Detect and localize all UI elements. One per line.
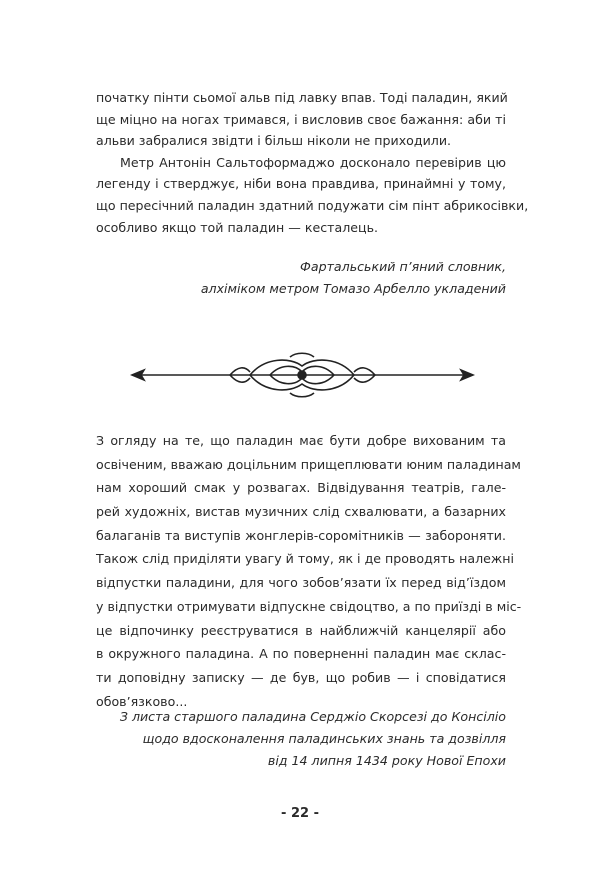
text-line: ще міцно на ногах тримався, і висловив своє бажання: аби ті	[96, 111, 506, 127]
paragraph-continuation	[96, 87, 529, 238]
decorative-ornament-icon	[130, 352, 475, 398]
attribution-line: алхіміком метром Томазо Арбелло укладений	[200, 281, 506, 296]
text-line: легенду і стверджує, ніби вона правдива, принаймні у тому,	[96, 176, 506, 192]
text-line: у відпустки отримувати відпускне свідоцтво, а по приїзді в міс-	[96, 598, 522, 614]
text-line: освіченим, вважаю доцільним прищеплювати юним паладинам	[96, 456, 521, 472]
attribution-line: від 14 липня 1434 року Нової Епохи	[267, 753, 506, 768]
text-line: особливо якщо той паладин — кесталець.	[96, 219, 379, 235]
text-line: обов’язково...	[96, 693, 188, 709]
text-line: Також слід приділяти увагу й тому, як і де проводять належні	[96, 551, 514, 567]
text-line: це відпочинку реєструватися в найближчій канцелярії або	[96, 622, 506, 638]
page-number: - 22 -	[281, 806, 319, 821]
attribution-letter	[120, 706, 506, 772]
text-line: З огляду на те, що паладин має бути добре вихованим та	[96, 433, 506, 448]
attribution-line: З листа старшого паладина Серджіо Скорсезі до Консіліо	[119, 709, 506, 724]
text-line: балаганів та виступів жонглерів-соромітників — забороняти.	[96, 527, 506, 543]
text-line: нам хороший смак у розвагах. Відвідування театрів, гале-	[96, 480, 506, 496]
attribution-line: Фартальський п’яний словник,	[300, 259, 506, 274]
text-line: альви забралися звідти і більш ніколи не приходили.	[96, 133, 452, 149]
attribution-dictionary	[201, 256, 506, 300]
text-line: в окружного паладина. А по поверненні паладин має склас-	[96, 646, 506, 662]
attribution-line: щодо вдосконалення паладинських знань та дозвілля	[142, 731, 506, 746]
text-line: початку пінти сьомої альв під лавку впав. Тоді паладин, який	[96, 90, 508, 105]
text-line: Метр Антонін Сальтоформаджо досконало перевірив цю	[120, 154, 506, 170]
text-line: рей художніх, вистав музичних слід схвалювати, а базарних	[96, 504, 506, 520]
text-line: відпустки паладини, для чого зобов’язати їх перед від’їздом	[96, 575, 506, 591]
text-line: ти доповідну записку — де був, що робив — і сповідатися	[96, 669, 506, 685]
text-line: що пересічний паладин здатний подужати сім пінт абрикосівки,	[96, 197, 529, 213]
letter-paragraph	[96, 429, 522, 713]
